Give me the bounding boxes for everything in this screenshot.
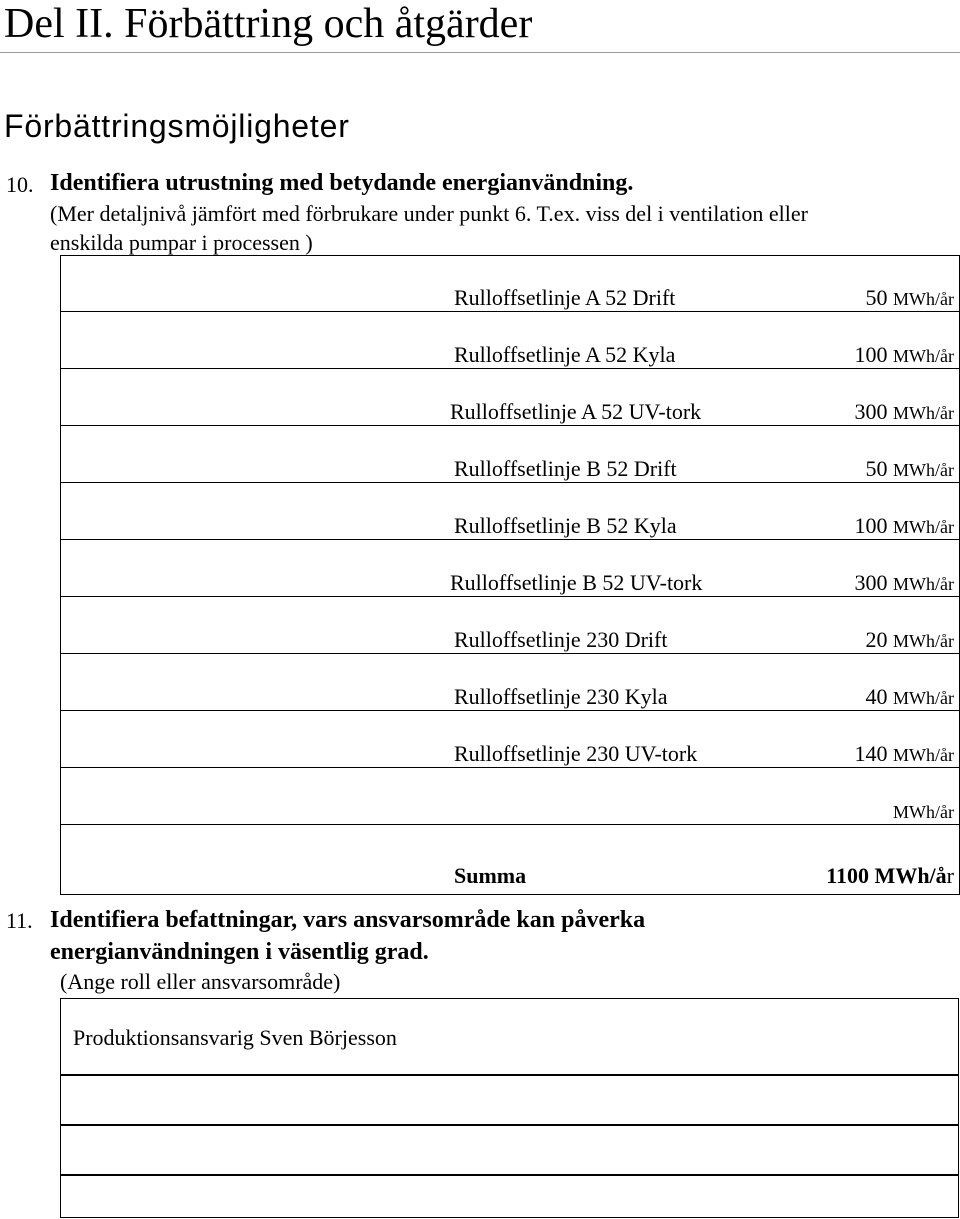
responsibility-field[interactable] [60,1124,959,1176]
equipment-label: Rulloffsetlinje A 52 UV-tork [450,399,702,424]
equipment-energy-table [60,255,960,895]
value-unit: MWh/år [893,745,954,765]
value-unit: MWh/år [893,631,954,651]
table-border [60,894,960,895]
table-row[interactable] [60,426,960,483]
responsibility-field[interactable] [60,1174,959,1218]
table-row[interactable] [60,369,960,426]
q11-number: 11. [6,908,33,933]
q10-title: Identifiera utrustning med betydande energianvändning. [50,170,634,196]
equipment-label: Rulloffsetlinje 230 Drift [454,627,668,652]
value-unit: MWh/år [893,460,954,480]
table-row[interactable] [60,768,960,825]
responsibility-table [60,998,960,1218]
table-row[interactable] [60,597,960,654]
value-number: 100 [854,342,888,367]
energy-value [893,798,954,825]
equipment-label: Rulloffsetlinje B 52 Kyla [454,513,677,538]
value-unit: MWh/år [893,403,954,423]
equipment-label: Rulloffsetlinje 230 UV-tork [454,741,698,766]
q11-subtitle: (Ange roll eller ansvarsområde) [60,969,341,994]
q10-subtitle-line2: enskilda pumpar i processen ) [50,230,313,255]
value-unit: MWh/år [893,517,954,537]
equipment-label: Rulloffsetlinje A 52 Kyla [454,342,676,367]
part-title: Del II. Förbättring och åtgärder [4,1,533,47]
q10-subtitle-line1: (Mer detaljnivå jämfört med förbrukare under punkt 6. T.ex. viss del i ventilation eller [50,201,808,226]
value-number: 50 [865,456,888,481]
equipment-label: Rulloffsetlinje B 52 UV-tork [450,570,703,595]
sum-unit-tail: r [946,863,954,888]
q10-number: 10. [6,172,34,197]
energy-value [855,570,954,597]
value-unit: MWh/år [893,802,954,822]
table-row[interactable] [60,255,960,312]
responsibility-field[interactable] [60,998,959,1076]
value-number: 300 [854,570,888,595]
table-row[interactable] [60,540,960,597]
responsibility-text: Produktionsansvarig Sven Börjesson [73,1025,397,1050]
value-number: 40 [865,684,888,709]
value-number: 20 [865,627,888,652]
sum-label: Summa [454,863,527,888]
sum-value [826,863,954,889]
value-unit: MWh/år [893,289,954,309]
value-number: 300 [854,399,888,424]
energy-value [855,342,954,369]
equipment-label: Rulloffsetlinje 230 Kyla [454,684,668,709]
energy-value [866,285,954,312]
value-unit: MWh/år [893,688,954,708]
equipment-label: Rulloffsetlinje B 52 Drift [454,456,677,481]
energy-value [866,684,954,711]
q11-title-line2: energianvändningen i väsentlig grad. [50,939,429,965]
value-unit: MWh/år [893,346,954,366]
energy-value [866,456,954,483]
section-heading: Förbättringsmöjligheter [4,108,350,144]
value-unit: MWh/år [893,574,954,594]
value-number: 50 [865,285,888,310]
energy-value [855,513,954,540]
value-number: 100 [854,513,888,538]
value-number: 140 [854,741,888,766]
q11-title-line1: Identifiera befattningar, vars ansvarsområde kan påverka [50,907,646,933]
equipment-label: Rulloffsetlinje A 52 Drift [454,285,676,310]
title-divider [0,52,960,53]
table-row[interactable] [60,483,960,540]
table-row[interactable] [60,711,960,768]
energy-value [866,627,954,654]
energy-value [855,399,954,426]
table-row[interactable] [60,312,960,369]
sum-number: 1100 MWh/å [826,863,947,888]
responsibility-field[interactable] [60,1074,959,1126]
table-row[interactable] [60,654,960,711]
energy-value [855,741,954,768]
sum-row [60,825,960,894]
